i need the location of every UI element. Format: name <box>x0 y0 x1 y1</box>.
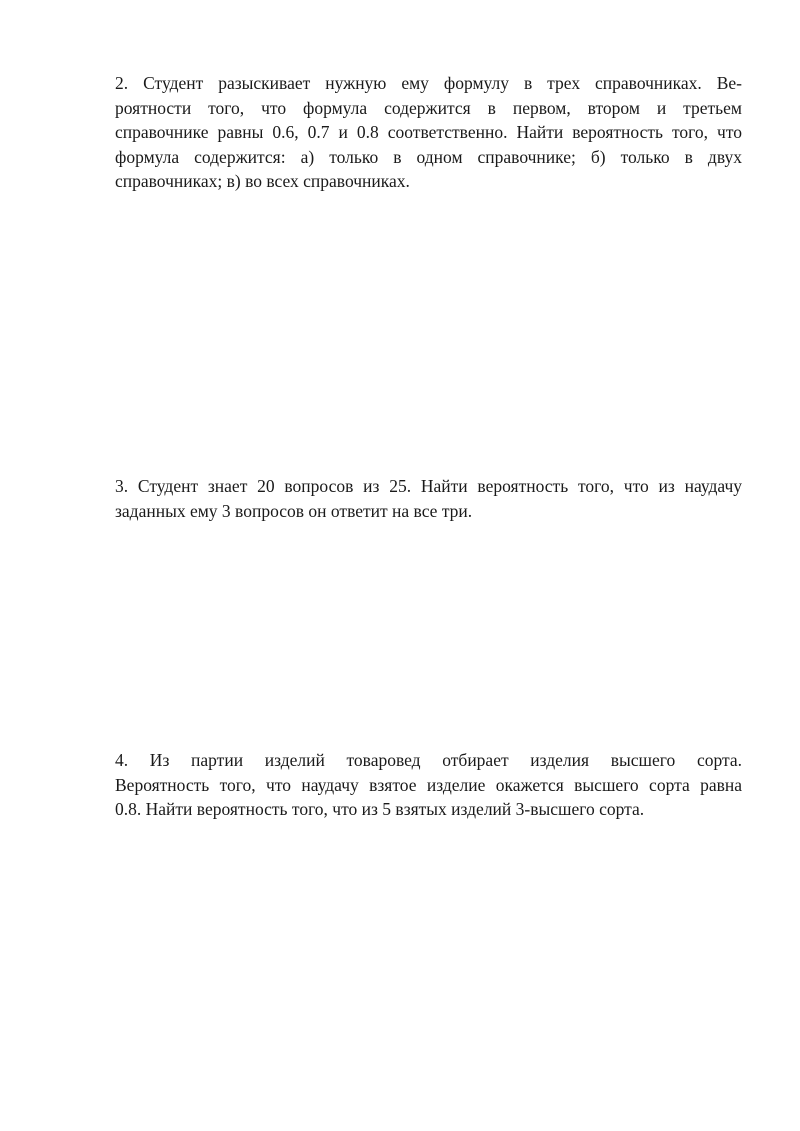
problem-2 <box>115 71 742 194</box>
problem-line: Вероятность того, что наудачу взятое изделие окажется высшего сорта равна <box>115 774 742 795</box>
problem-line: роятности того, что формула содержится в первом, втором и третьем <box>115 97 742 118</box>
problem-line: 2. Студент разыскивает нужную ему формулу в трех справочниках. Ве- <box>115 73 742 93</box>
problem-line: формула содержится: а) только в одном справочнике; б) только в двух <box>115 146 742 167</box>
problem-line: 0.8. Найти вероятность того, что из 5 взятых изделий 3-высшего сорта. <box>115 799 645 819</box>
problem-line: справочниках; в) во всех справочниках. <box>115 171 410 191</box>
problem-3 <box>115 474 742 523</box>
problem-4 <box>115 748 742 822</box>
problem-line: справочнике равны 0.6, 0.7 и 0.8 соответственно. Найти вероятность того, что <box>115 122 742 142</box>
problem-line: заданных ему 3 вопросов он ответит на все три. <box>115 500 473 521</box>
problem-line: 3. Студент знает 20 вопросов из 25. Найти вероятность того, что из наудачу <box>115 476 742 496</box>
problem-line: 4. Из партии изделий товаровед отбирает изделия высшего сорта. <box>115 750 742 770</box>
